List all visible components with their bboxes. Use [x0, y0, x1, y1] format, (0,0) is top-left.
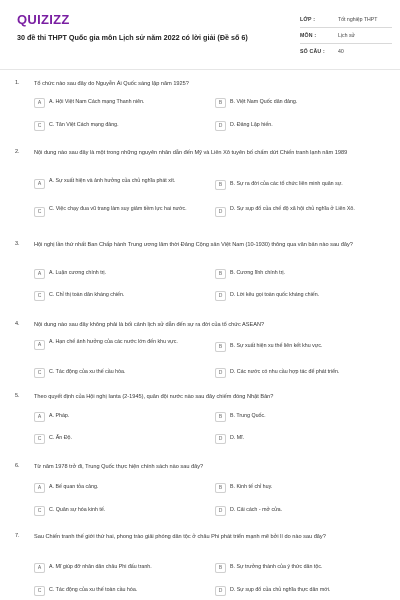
- meta-key: LỚP :: [300, 16, 316, 23]
- option-text: D. Sự sụp đổ của chủ nghĩa thực dân mới.: [230, 587, 331, 594]
- meta-row-class: [300, 12, 392, 28]
- option-letter-box: A: [34, 269, 45, 279]
- meta-value: Lịch sử: [338, 32, 356, 39]
- option-text: B. Kinh tế chỉ huy.: [230, 484, 273, 491]
- option-letter-box: B: [215, 563, 226, 573]
- option-d[interactable]: [215, 121, 375, 131]
- option-text: B. Việt Nam Quốc dân đảng.: [230, 99, 298, 106]
- option-text: A. Sự xuất hiện và ảnh hưởng của chủ nghĩa phát xít.: [49, 178, 176, 184]
- quizizz-logo: QUIZIZZ: [17, 12, 70, 27]
- option-letter-box: C: [34, 434, 45, 444]
- option-letter-box: B: [215, 269, 226, 279]
- option-letter-box: D: [215, 506, 226, 516]
- option-a[interactable]: [34, 269, 204, 279]
- option-letter-box: C: [34, 368, 45, 378]
- question-text: Nội dung nào sau đây không phải là bối cảnh lịch sử dẫn đến sự ra đời của tổ chức ASEAN?: [34, 322, 265, 328]
- option-a[interactable]: [34, 412, 204, 422]
- option-letter-box: A: [34, 563, 45, 573]
- option-c[interactable]: [34, 586, 204, 596]
- option-d[interactable]: [215, 206, 375, 217]
- option-letter-box: C: [34, 121, 45, 131]
- meta-row-subject: [300, 28, 392, 44]
- question-number: 1.: [15, 80, 20, 86]
- option-text: A. Pháp.: [49, 413, 70, 420]
- option-letter-box: A: [34, 98, 45, 108]
- option-letter-box: A: [34, 412, 45, 422]
- option-text: B. Cương lĩnh chính trị.: [230, 270, 286, 277]
- meta-key: SỐ CÂU :: [300, 49, 325, 55]
- option-d[interactable]: [215, 291, 375, 301]
- page-title: 30 đề thi THPT Quốc gia môn Lịch sử năm 2022 có lời giải (Đề số 6): [17, 33, 248, 42]
- option-b[interactable]: [215, 412, 375, 422]
- option-letter-box: D: [215, 368, 226, 378]
- option-letter-box: C: [34, 586, 45, 596]
- question-number: 5.: [15, 393, 20, 399]
- option-text: B. Sự ra đời của các tổ chức liên minh quân sự.: [230, 181, 343, 188]
- question-number: 2.: [15, 149, 20, 155]
- option-letter-box: B: [215, 483, 226, 493]
- option-d[interactable]: [215, 506, 375, 516]
- option-b[interactable]: [215, 98, 375, 108]
- option-d[interactable]: [215, 368, 375, 378]
- option-letter-box: A: [34, 483, 45, 493]
- worksheet-header: [0, 0, 400, 70]
- question-text: Nội dung nào sau đây là một trong những nguyên nhân dẫn đến Mỹ và Liên Xô tuyên bố chấm dứt Chiến tranh lạnh năm 1989: [34, 150, 348, 156]
- option-letter-box: C: [34, 207, 45, 217]
- option-text: A. Bế quan tỏa cảng.: [49, 484, 99, 491]
- option-text: D. Lời kêu gọi toàn quốc kháng chiến.: [230, 292, 320, 299]
- option-letter-box: A: [34, 340, 45, 350]
- option-a[interactable]: [34, 98, 204, 108]
- option-text: C. Tân Việt Cách mạng đảng.: [49, 122, 119, 129]
- option-letter-box: D: [215, 434, 226, 444]
- option-text: C. Tác động của xu thế toàn cầu hóa.: [49, 587, 138, 594]
- option-letter-box: C: [34, 291, 45, 301]
- question-number: 3.: [15, 241, 20, 247]
- question-text: Hội nghị lần thứ nhất Ban Chấp hành Trung ương lâm thời Đảng Cộng sản Việt Nam (10-1930) thông qua văn bản nào sau đây?: [34, 242, 353, 248]
- option-a[interactable]: [34, 563, 204, 573]
- option-letter-box: D: [215, 291, 226, 301]
- option-c[interactable]: [34, 121, 204, 131]
- option-letter-box: B: [215, 342, 226, 352]
- question-number: 4.: [15, 321, 20, 327]
- option-text: C. Việc chạy đua vũ trang làm suy giảm tiềm lực hai nước.: [49, 206, 187, 212]
- option-letter-box: B: [215, 98, 226, 108]
- option-d[interactable]: [215, 434, 375, 444]
- meta-row-count: [300, 44, 392, 60]
- question-text: Từ năm 1978 trở đi, Trung Quốc thực hiện chính sách nào sau đây?: [34, 464, 204, 470]
- meta-value: 40: [338, 49, 344, 55]
- option-letter-box: C: [34, 506, 45, 516]
- option-b[interactable]: [215, 342, 375, 352]
- option-text: C. Quân sự hóa kinh tế.: [49, 507, 106, 514]
- option-text: D. Đảng Lập hiến.: [230, 122, 273, 129]
- option-c[interactable]: [34, 368, 204, 378]
- option-text: A. Mĩ giúp đỡ nhân dân châu Phi đấu tranh.: [49, 564, 152, 571]
- question-text: Theo quyết định của Hội nghị Ianta (2-1945), quân đội nước nào sau đây chiếm đóng Nhật Bản?: [34, 394, 274, 400]
- option-c[interactable]: [34, 291, 204, 301]
- question-number: 6.: [15, 463, 20, 469]
- question-text: Sau Chiến tranh thế giới thứ hai, phong trào giải phóng dân tộc ở châu Phi phát triển mạnh mẽ bởi lí do nào sau đây?: [34, 534, 326, 540]
- option-a[interactable]: [34, 178, 204, 189]
- option-letter-box: D: [215, 586, 226, 596]
- option-text: C. Chỉ thị toàn dân kháng chiến.: [49, 292, 125, 299]
- option-b[interactable]: [215, 563, 375, 573]
- option-c[interactable]: [34, 434, 204, 444]
- option-c[interactable]: [34, 506, 204, 516]
- meta-key: MÔN :: [300, 32, 317, 39]
- option-text: B. Sự xuất hiện xu thế liên kết khu vực.: [230, 343, 323, 350]
- option-text: A. Hội Việt Nam Cách mạng Thanh niên.: [49, 99, 145, 106]
- option-d[interactable]: [215, 586, 375, 596]
- option-letter-box: B: [215, 412, 226, 422]
- option-letter-box: B: [215, 180, 226, 190]
- meta-value: Tốt nghiệp THPT: [338, 16, 378, 23]
- option-text: D. Mĩ.: [230, 435, 245, 442]
- option-b[interactable]: [215, 269, 375, 279]
- option-letter-box: D: [215, 121, 226, 131]
- option-text: A. Luận cương chính trị.: [49, 270, 107, 277]
- option-a[interactable]: [34, 483, 204, 493]
- option-text: C. Tác động của xu thế cầu hòa.: [49, 369, 126, 376]
- option-text: A. Hạn chế ảnh hưởng của các nước lớn đến khu vực.: [49, 339, 178, 345]
- option-text: B. Sự trưởng thành của ý thức dân tộc.: [230, 564, 323, 571]
- option-letter-box: A: [34, 179, 45, 189]
- option-text: C. Ấn Độ.: [49, 435, 72, 442]
- option-text: B. Trung Quốc.: [230, 413, 266, 420]
- option-text: D. Cải cách - mở cửa.: [230, 507, 283, 514]
- option-b[interactable]: [215, 180, 375, 190]
- option-text: D. Các nước có nhu cầu hợp tác để phát triển.: [230, 369, 340, 376]
- option-b[interactable]: [215, 483, 375, 493]
- option-c[interactable]: [34, 206, 204, 217]
- meta-table: [300, 12, 392, 60]
- option-letter-box: D: [215, 207, 226, 217]
- question-number: 7.: [15, 533, 20, 539]
- option-text: D. Sự sụp đổ của chế độ xã hội chủ nghĩa ở Liên Xô.: [230, 206, 355, 212]
- option-a[interactable]: [34, 339, 204, 350]
- question-text: Tổ chức nào sau đây do Nguyễn Ái Quốc sáng lập năm 1925?: [34, 81, 189, 87]
